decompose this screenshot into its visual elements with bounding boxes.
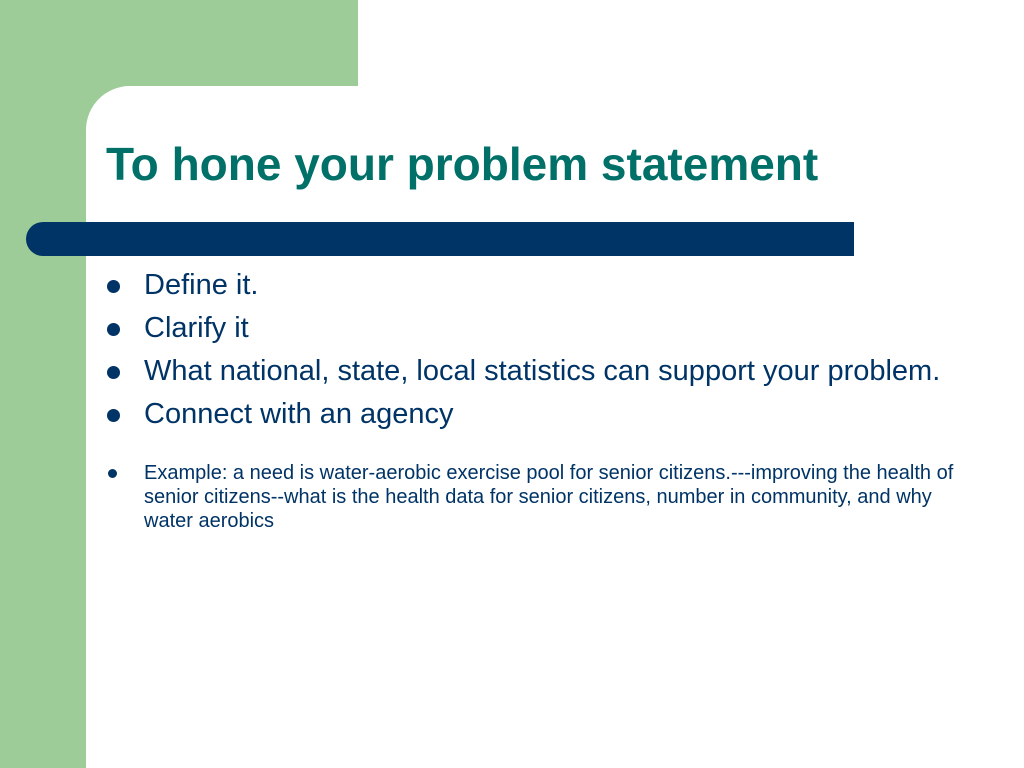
bullet-dot-icon: [107, 366, 120, 379]
bullet-dot-icon: [107, 323, 120, 336]
bullet-text: Clarify it: [144, 312, 249, 344]
bullet-list: [104, 268, 964, 542]
bullet-item: [104, 311, 964, 345]
bullet-item: [104, 397, 964, 431]
bullet-text: Connect with an agency: [144, 398, 454, 430]
example-text: Example: a need is water-aerobic exercise pool for senior citizens.---improving the health of senior citizens--what is the health data for senior citizens, number in community, and why water aerobics: [144, 462, 954, 532]
bullet-dot-icon: [107, 280, 120, 293]
bullet-item: [104, 354, 964, 388]
bullet-item: [104, 268, 964, 302]
slide-title: To hone your problem statement: [106, 138, 819, 190]
title-underline-bar: [26, 222, 854, 256]
bullet-dot-icon: [108, 469, 117, 478]
bullet-dot-icon: [107, 409, 120, 422]
bullet-text: Define it.: [144, 269, 259, 301]
bullet-text: What national, state, local statistics can support your problem.: [144, 355, 941, 387]
example-bullet-item: [104, 461, 964, 533]
